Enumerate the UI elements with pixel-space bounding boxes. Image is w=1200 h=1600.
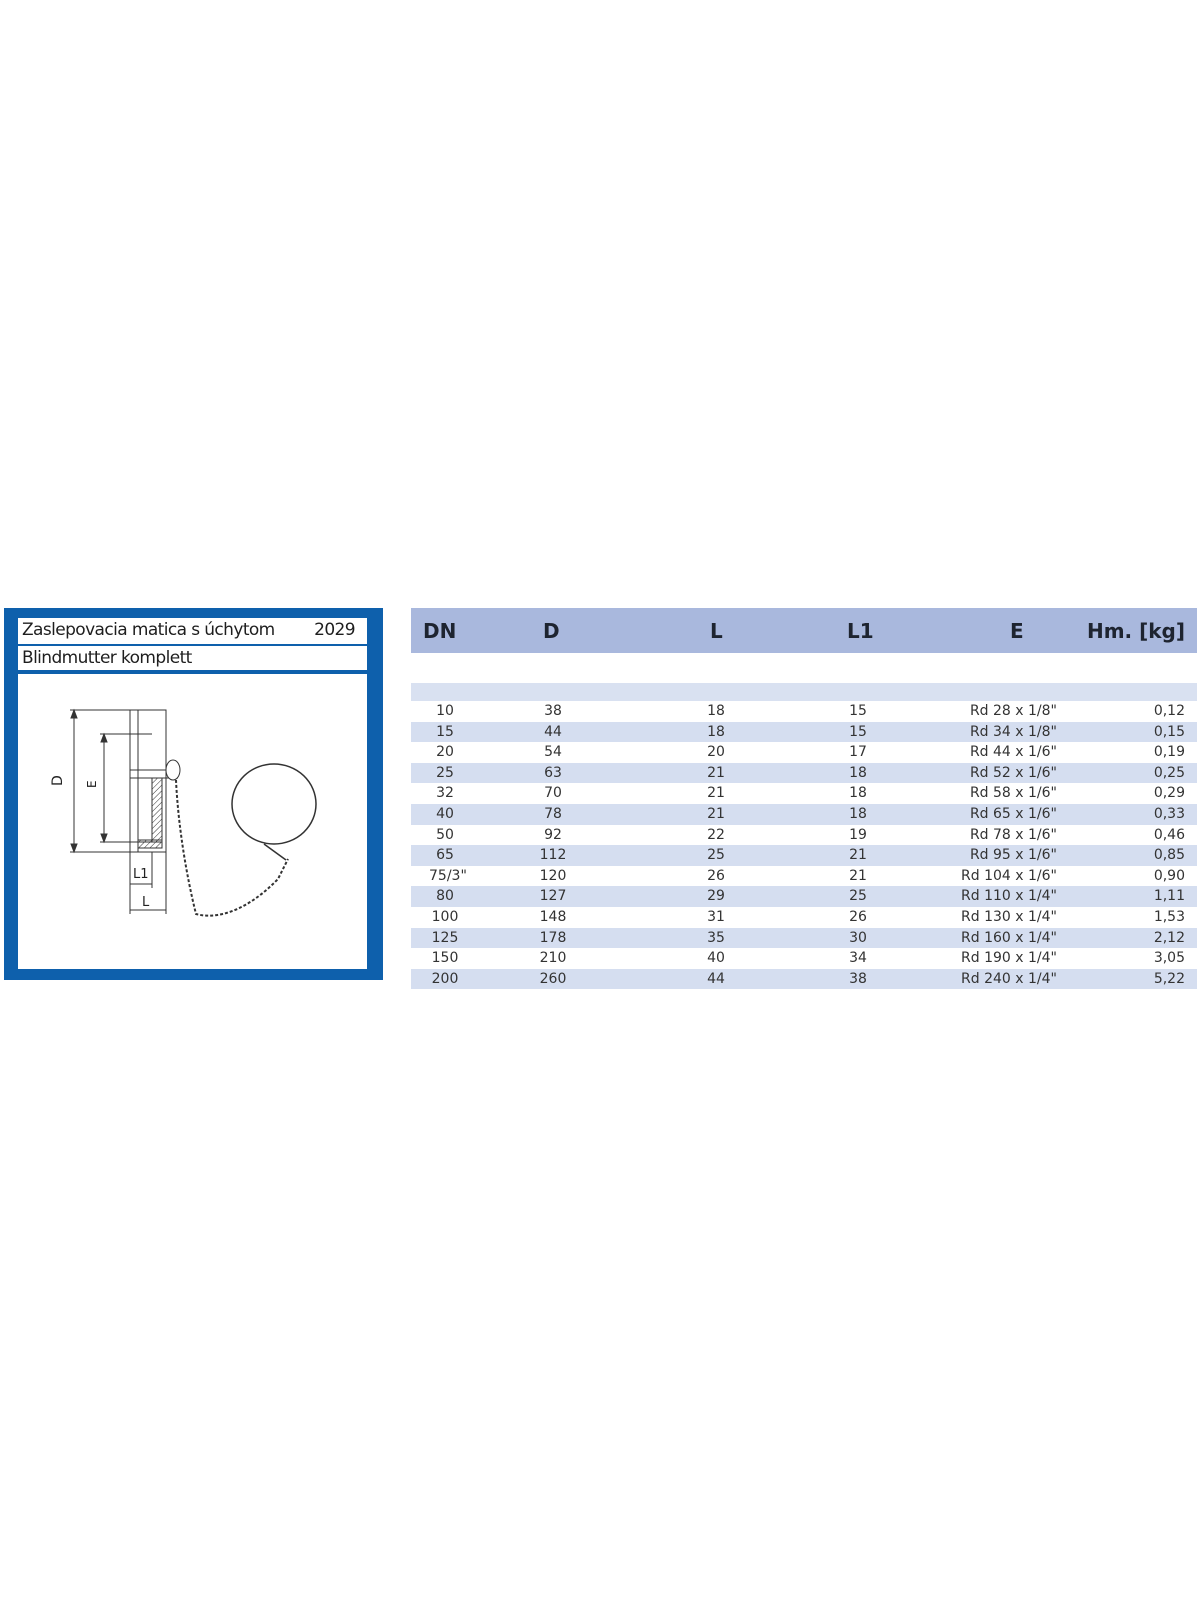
table-row <box>411 825 1197 846</box>
table-header <box>411 608 1197 653</box>
cell-l: 21 <box>707 764 725 781</box>
cell-l1: 19 <box>849 826 867 843</box>
cell-e: Rd 95 x 1/6" <box>969 847 1057 864</box>
cell-d: 44 <box>544 723 562 740</box>
table-row <box>411 701 1197 722</box>
cell-l1: 21 <box>849 847 867 864</box>
cell-l: 21 <box>707 785 725 802</box>
cell-hm: 0,90 <box>1153 867 1185 884</box>
cell-d: 54 <box>544 744 562 761</box>
header-hm: Hm. [kg] <box>1086 619 1185 643</box>
cell-dn: 50 <box>436 826 454 843</box>
technical-drawing <box>18 674 367 969</box>
header-l: L <box>710 619 723 643</box>
header-d: D <box>543 619 560 643</box>
cell-e: Rd 160 x 1/4" <box>961 929 1057 946</box>
header-spacer-band <box>411 683 1197 701</box>
table-row <box>411 742 1197 763</box>
header-e: E <box>1010 619 1024 643</box>
cell-dn: 100 <box>431 908 459 925</box>
product-title-sk: Zaslepovacia matica s úchytom <box>22 620 275 640</box>
cell-dn: 25 <box>436 764 454 781</box>
thread-section <box>152 778 162 842</box>
ring <box>232 764 316 844</box>
cell-d: 92 <box>544 826 562 843</box>
cell-l1: 26 <box>849 908 867 925</box>
cell-hm: 5,22 <box>1153 970 1185 987</box>
cell-d: 210 <box>539 950 567 967</box>
cell-l: 25 <box>707 847 725 864</box>
cell-e: Rd 52 x 1/6" <box>969 764 1057 781</box>
table-row <box>411 763 1197 784</box>
cell-l: 22 <box>707 826 725 843</box>
table-row <box>411 907 1197 928</box>
cell-l1: 30 <box>849 929 867 946</box>
table-row <box>411 783 1197 804</box>
cell-l1: 25 <box>849 888 867 905</box>
table-row <box>411 722 1197 743</box>
dim-label-d: D <box>50 775 66 786</box>
cell-hm: 0,46 <box>1153 826 1185 843</box>
cell-hm: 0,15 <box>1153 723 1185 740</box>
cell-d: 178 <box>539 929 567 946</box>
cell-l: 20 <box>707 744 725 761</box>
cell-d: 127 <box>539 888 567 905</box>
cell-e: Rd 104 x 1/6" <box>961 867 1057 884</box>
header-l1: L1 <box>847 619 874 643</box>
cell-hm: 1,11 <box>1153 888 1185 905</box>
cell-l1: 21 <box>849 867 867 884</box>
cell-d: 38 <box>544 703 562 719</box>
cell-dn: 150 <box>431 950 459 967</box>
table-row <box>411 886 1197 907</box>
cell-l: 40 <box>707 950 725 967</box>
cell-dn: 40 <box>436 805 454 822</box>
cell-dn: 125 <box>431 929 459 946</box>
table-row <box>411 804 1197 825</box>
dimensions-table <box>411 608 1197 989</box>
cell-l: 31 <box>707 908 725 925</box>
cell-hm: 0,25 <box>1153 764 1185 781</box>
cell-hm: 0,33 <box>1153 805 1185 822</box>
cell-hm: 1,53 <box>1153 908 1185 925</box>
cell-l1: 17 <box>849 744 867 761</box>
cell-e: Rd 130 x 1/4" <box>961 908 1057 925</box>
table-row <box>411 948 1197 969</box>
cell-e: Rd 28 x 1/8" <box>969 703 1057 719</box>
table-row <box>411 928 1197 949</box>
cell-dn: 32 <box>436 785 454 802</box>
cell-l: 29 <box>707 888 725 905</box>
cell-dn: 20 <box>436 744 454 761</box>
cell-hm: 0,12 <box>1153 703 1185 719</box>
cell-d: 148 <box>539 908 567 925</box>
dim-label-l: L <box>142 895 150 910</box>
cell-hm: 3,05 <box>1153 950 1185 967</box>
cell-dn: 65 <box>436 847 454 864</box>
cell-d: 78 <box>544 805 562 822</box>
cell-hm: 2,12 <box>1153 929 1185 946</box>
table-row <box>411 866 1197 887</box>
product-code: 2029 <box>314 620 355 640</box>
cell-l1: 34 <box>849 950 867 967</box>
cell-dn: 200 <box>431 970 459 987</box>
cell-l1: 18 <box>849 785 867 802</box>
cell-dn: 75/3" <box>429 867 467 884</box>
cell-l: 18 <box>707 703 725 719</box>
cell-e: Rd 58 x 1/6" <box>969 785 1057 802</box>
product-title-box <box>18 618 367 644</box>
table-row <box>411 845 1197 866</box>
cell-l: 44 <box>707 970 725 987</box>
cell-d: 70 <box>544 785 562 802</box>
cell-e: Rd 240 x 1/4" <box>961 970 1057 987</box>
blind-nut-drawing <box>18 674 367 969</box>
dim-label-l1: L1 <box>133 867 149 882</box>
cell-d: 112 <box>539 847 567 864</box>
cell-l1: 15 <box>849 703 867 719</box>
table-body <box>411 701 1197 989</box>
cell-dn: 15 <box>436 723 454 740</box>
cell-dn: 10 <box>436 703 454 719</box>
product-title-de: Blindmutter komplett <box>22 648 192 668</box>
dim-label-e: E <box>85 780 99 788</box>
cell-hm: 0,29 <box>1153 785 1185 802</box>
cell-e: Rd 34 x 1/8" <box>969 723 1057 740</box>
cell-l: 18 <box>707 723 725 740</box>
cell-dn: 80 <box>436 888 454 905</box>
cell-e: Rd 44 x 1/6" <box>969 744 1057 761</box>
cell-l1: 18 <box>849 805 867 822</box>
cell-e: Rd 190 x 1/4" <box>961 950 1057 967</box>
header-dn: DN <box>423 619 457 643</box>
cell-d: 120 <box>539 867 567 884</box>
cell-hm: 0,85 <box>1153 847 1185 864</box>
product-panel <box>4 608 383 980</box>
cell-l1: 38 <box>849 970 867 987</box>
cell-d: 260 <box>539 970 567 987</box>
cell-l1: 15 <box>849 723 867 740</box>
product-subtitle-box <box>18 646 367 670</box>
cell-e: Rd 78 x 1/6" <box>969 826 1057 843</box>
cell-hm: 0,19 <box>1153 744 1185 761</box>
cell-e: Rd 65 x 1/6" <box>969 805 1057 822</box>
cell-e: Rd 110 x 1/4" <box>961 888 1057 905</box>
table-row <box>411 969 1197 990</box>
cell-d: 63 <box>544 764 562 781</box>
cell-l: 21 <box>707 805 725 822</box>
cell-l: 26 <box>707 867 725 884</box>
cell-l: 35 <box>707 929 725 946</box>
cell-l1: 18 <box>849 764 867 781</box>
